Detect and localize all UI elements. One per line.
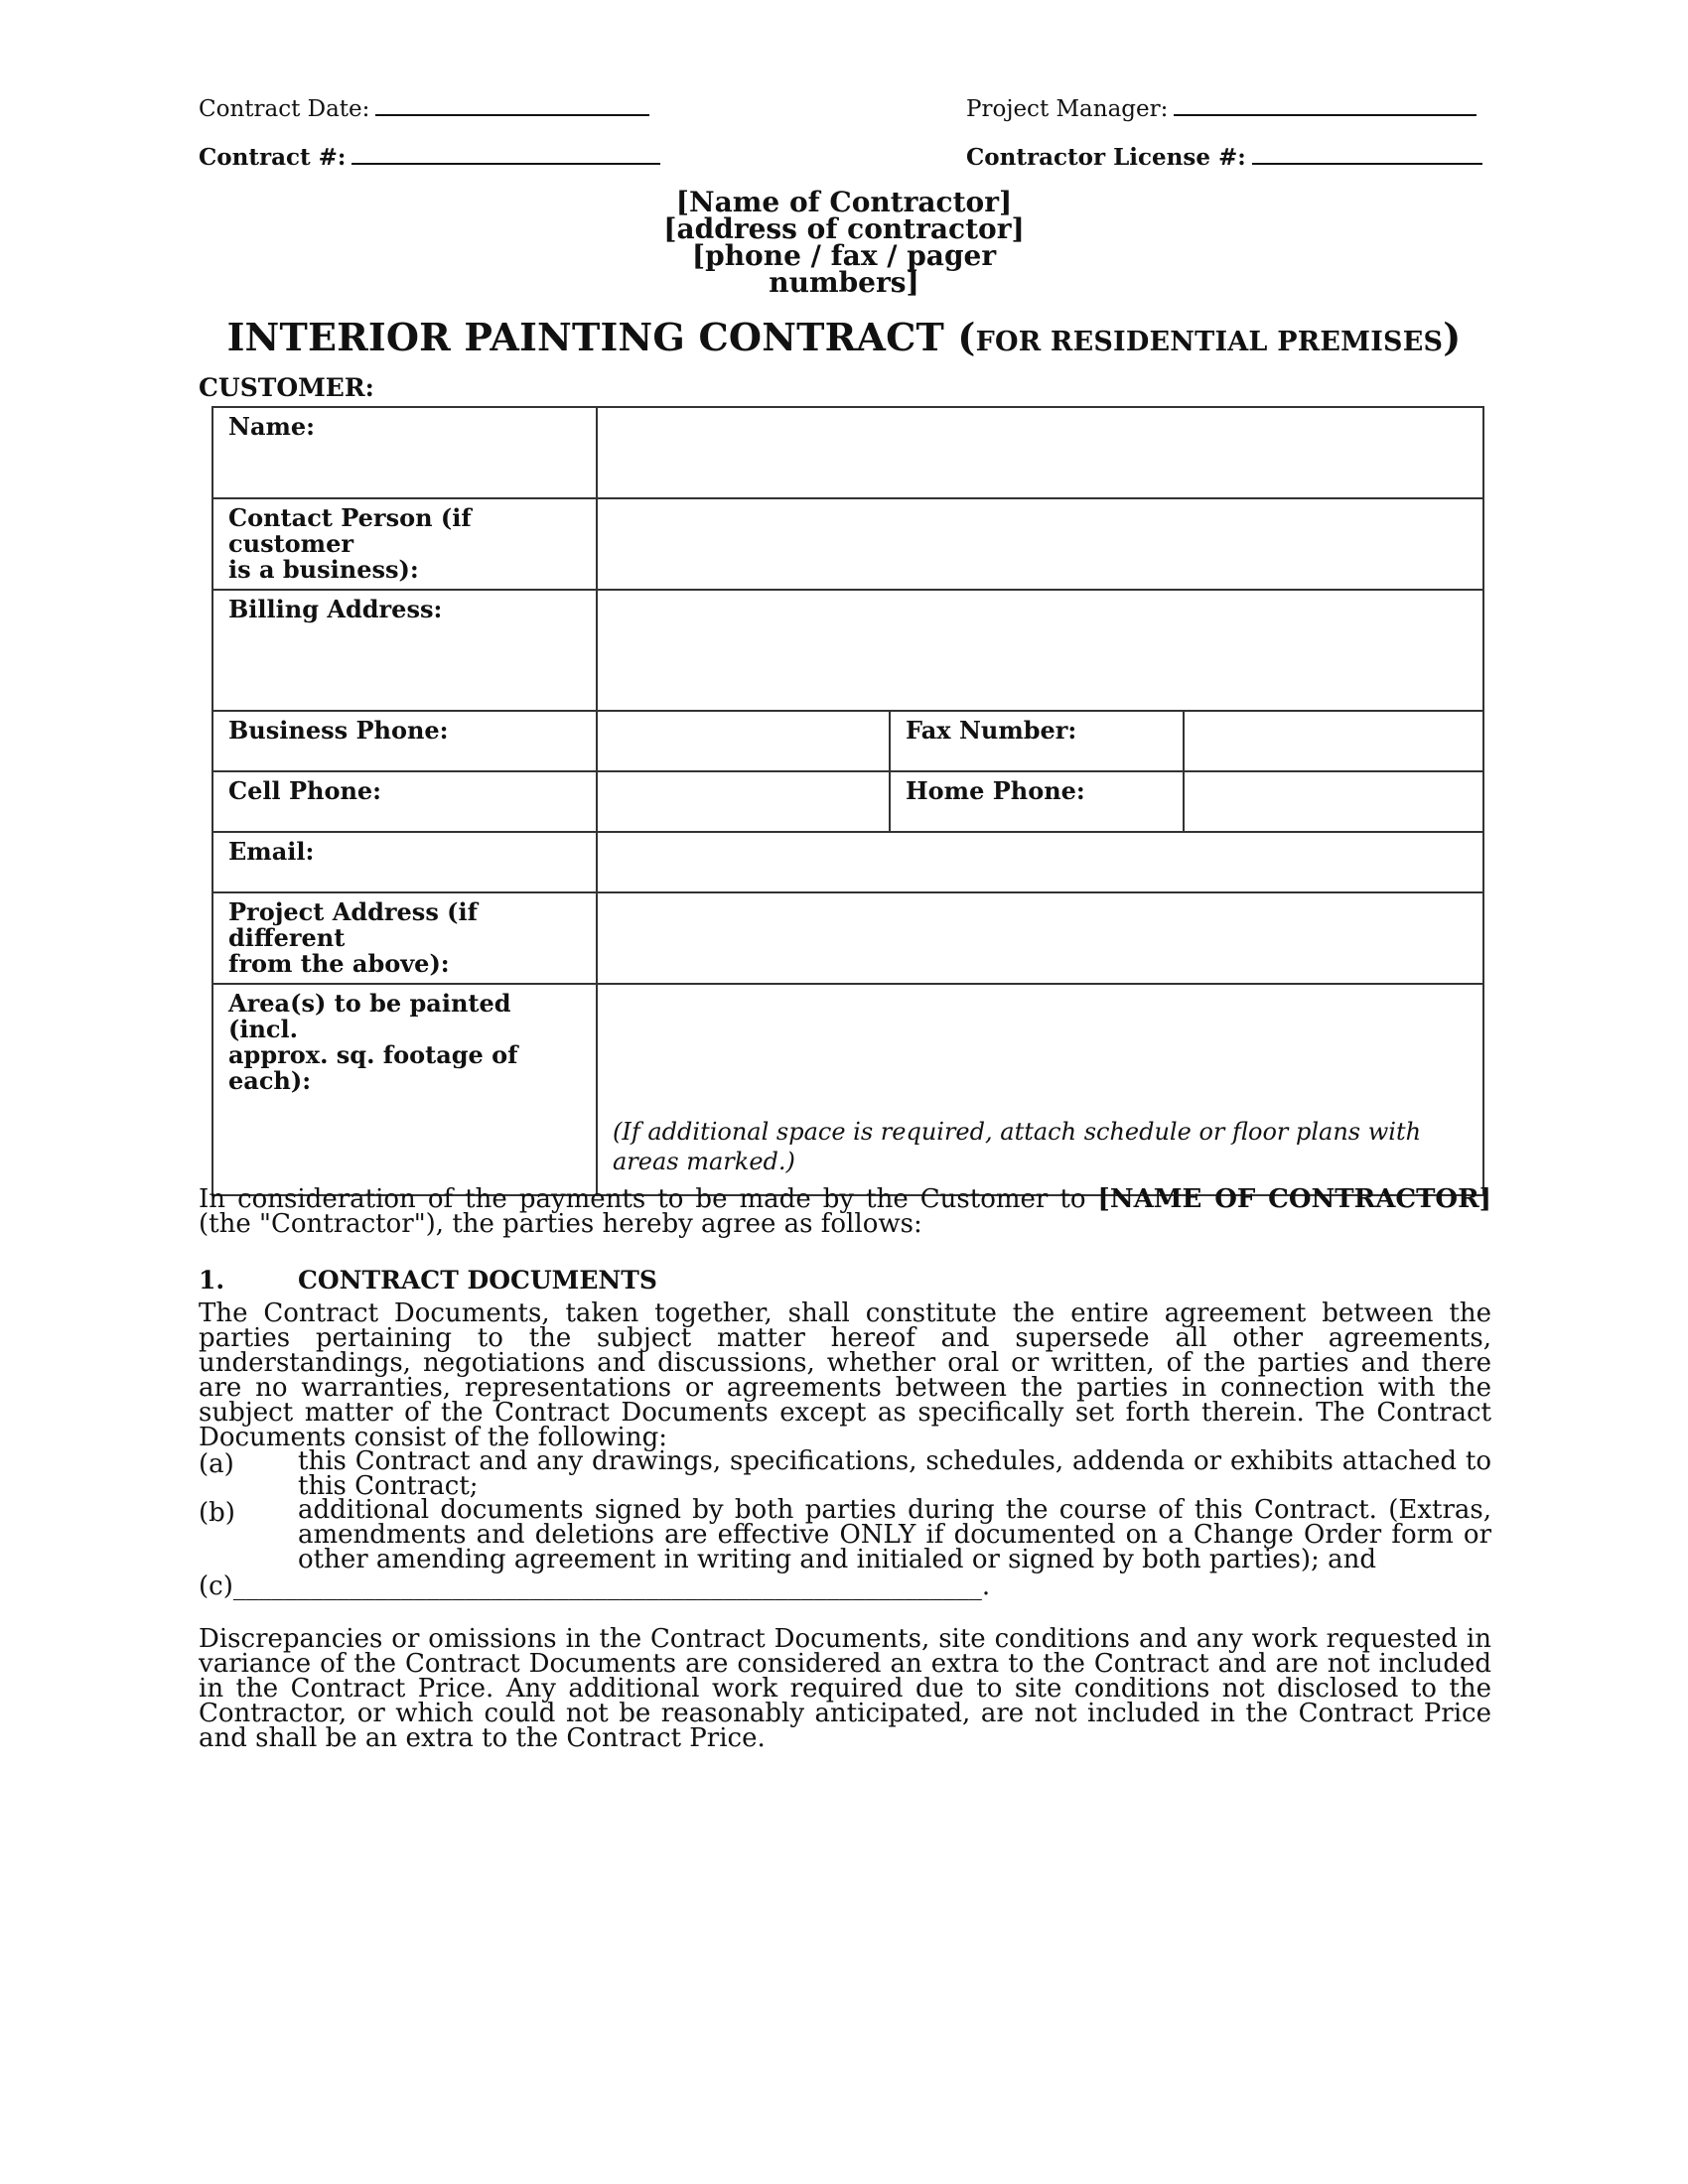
contract-number-label: Contract #: xyxy=(199,144,347,171)
email-input-cell[interactable] xyxy=(597,832,1483,892)
list-item-label-a: (a) xyxy=(199,1449,234,1479)
project-address-input-cell[interactable] xyxy=(597,892,1483,984)
title-main: INTERIOR PAINTING CONTRACT ( xyxy=(226,315,976,359)
list-item-label-b: (b) xyxy=(199,1498,235,1528)
contractor-phone-line2: numbers] xyxy=(769,266,919,299)
areas-label xyxy=(212,984,597,1195)
intro-text-before: In consideration of the payments to be made by the Customer to xyxy=(199,1184,1098,1214)
project-manager-field xyxy=(966,92,1477,122)
contract-date-field xyxy=(199,92,649,122)
table-row xyxy=(212,892,1483,984)
intro-text-after: (the "Contractor"), the parties hereby agree as follows: xyxy=(199,1209,922,1239)
customer-heading: CUSTOMER: xyxy=(199,373,374,402)
areas-label-line2: approx. sq. footage of each): xyxy=(228,1040,518,1095)
customer-table xyxy=(211,406,1484,1196)
list-item-text-b: additional documents signed by both parties during the course of this Contract. (Extras, amendments and deletions are effective ONLY if documented on a Change Order form or other amending agreement in writing and initialed or signed by both parties); and xyxy=(298,1495,1491,1574)
title-close: ) xyxy=(1443,315,1462,359)
contractor-block xyxy=(496,186,1192,299)
project-address-label xyxy=(212,892,597,984)
contractor-license-label: Contractor License #: xyxy=(966,144,1246,171)
contract-date-blank[interactable] xyxy=(375,92,649,116)
areas-note: (If additional space is required, attach schedule or floor plans with areas marked.) xyxy=(613,1118,1422,1175)
section-title: CONTRACT DOCUMENTS xyxy=(298,1266,657,1295)
home-phone-label: Home Phone: xyxy=(890,771,1184,832)
contractor-license-field xyxy=(966,141,1482,171)
table-row xyxy=(212,984,1483,1195)
areas-label-line1: Area(s) to be painted (incl. xyxy=(228,989,511,1043)
areas-input-cell[interactable] xyxy=(597,984,1483,1195)
contractor-address: [address of contractor] xyxy=(663,212,1025,245)
project-address-label-line2: from the above): xyxy=(228,949,450,978)
contact-person-input-cell[interactable] xyxy=(597,498,1483,590)
list-item-c xyxy=(199,1571,990,1601)
table-row xyxy=(212,711,1483,771)
contractor-name: [Name of Contractor] xyxy=(675,186,1013,218)
project-address-label-line1: Project Address (if different xyxy=(228,897,478,952)
name-input-cell[interactable] xyxy=(597,407,1483,498)
fax-number-label: Fax Number: xyxy=(890,711,1184,771)
contract-number-field xyxy=(199,141,660,171)
contract-number-blank[interactable] xyxy=(352,141,660,165)
business-phone-label: Business Phone: xyxy=(212,711,597,771)
table-row xyxy=(212,771,1483,832)
name-label: Name: xyxy=(212,407,597,498)
billing-address-input-cell[interactable] xyxy=(597,590,1483,711)
contact-person-label-line2: is a business): xyxy=(228,555,419,584)
document-title xyxy=(0,315,1688,359)
list-item-label-c: (c) xyxy=(199,1571,233,1601)
contact-person-label-line1: Contact Person (if customer xyxy=(228,503,472,558)
table-row xyxy=(212,407,1483,498)
billing-address-label: Billing Address: xyxy=(212,590,597,711)
section-number: 1. xyxy=(199,1266,225,1295)
table-row xyxy=(212,498,1483,590)
cell-phone-input-cell[interactable] xyxy=(597,771,890,832)
contractor-phone-line1: [phone / fax / pager xyxy=(691,239,997,272)
section-heading xyxy=(199,1266,657,1295)
list-item-text-c[interactable]: __________________________________________________________. xyxy=(232,1571,991,1601)
contract-date-label: Contract Date: xyxy=(199,96,370,122)
project-manager-blank[interactable] xyxy=(1174,92,1477,116)
home-phone-input-cell[interactable] xyxy=(1184,771,1483,832)
contact-person-label xyxy=(212,498,597,590)
table-row xyxy=(212,832,1483,892)
title-sub: FOR RESIDENTIAL PREMISES xyxy=(975,327,1444,357)
email-label: Email: xyxy=(212,832,597,892)
discrepancies-paragraph: Discrepancies or omissions in the Contract Documents, site conditions and any work requested in variance of the Contract Documents are considered an extra to the Contract and are not included in the Contract Price. Any additional work required due to site conditions not disclosed to the Contractor, or which could not be reasonably anticipated, are not included in the Contract Price and shall be an extra to the Contract Price. xyxy=(199,1624,1491,1753)
cell-phone-label: Cell Phone: xyxy=(212,771,597,832)
fax-number-input-cell[interactable] xyxy=(1184,711,1483,771)
intro-paragraph xyxy=(199,1184,1491,1239)
business-phone-input-cell[interactable] xyxy=(597,711,890,771)
intro-contractor-name: [NAME OF CONTRACTOR] xyxy=(1097,1184,1491,1214)
table-row xyxy=(212,590,1483,711)
section-paragraph: The Contract Documents, taken together, shall constitute the entire agreement between the parties pertaining to the subject matter hereof and supersede all other agreements, understandings, negotiations and discussions, whether oral or written, of the parties and there are no warranties, representations or agreements between the parties in connection with the subject matter of the Contract Documents except as specifically set forth therein. The Contract Documents consist of the following: xyxy=(199,1298,1491,1452)
list-item-text-a: this Contract and any drawings, specifications, schedules, addenda or exhibits attached to this Contract; xyxy=(298,1446,1491,1501)
contractor-license-blank[interactable] xyxy=(1252,141,1482,165)
project-manager-label: Project Manager: xyxy=(966,96,1169,122)
